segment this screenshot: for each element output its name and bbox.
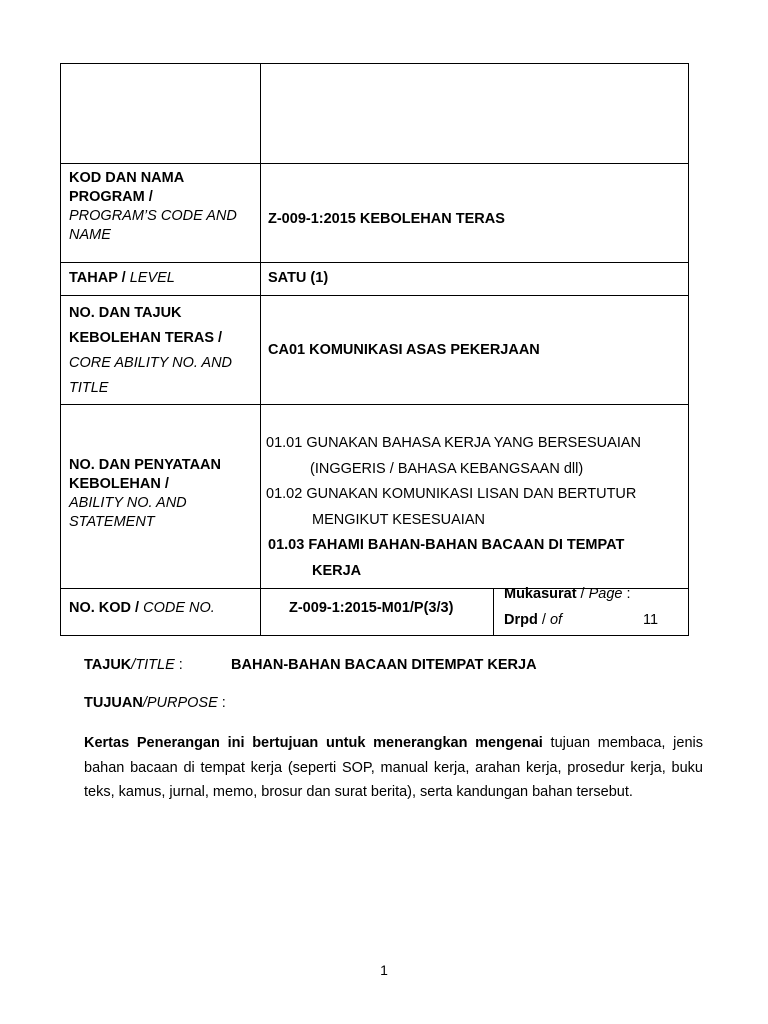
code-value: Z-009-1:2015-M01/P(3/3) (289, 600, 454, 616)
of-label-bold: Drpd (504, 612, 538, 628)
program-label-en-line: PROGRAM’S CODE AND (69, 208, 237, 224)
ability-label-en-line: ABILITY NO. AND (69, 495, 187, 511)
row-divider (61, 295, 689, 296)
program-label-line: KOD DAN NAMA (69, 170, 185, 186)
row-divider (61, 404, 689, 405)
ability-label-en-line: STATEMENT (69, 514, 155, 530)
level-label (69, 269, 254, 288)
program-label-en-line: NAME (69, 227, 111, 243)
purpose-colon: : (217, 695, 226, 711)
page-label-line (504, 585, 684, 604)
code-label-en: CODE NO. (143, 600, 215, 616)
row-divider (61, 262, 689, 263)
core-label-en-line: TITLE (69, 380, 109, 396)
of-label-line (504, 611, 684, 630)
page-number: 1 (380, 962, 388, 978)
core-label-line: NO. DAN TAJUK (69, 305, 182, 321)
level-label-en: LEVEL (129, 270, 175, 286)
ability-line: (INGGERIS / BAHASA KEBANGSAAN dll) (310, 460, 584, 477)
page-label-sep: / (576, 586, 589, 602)
title-value: BAHAN-BAHAN BACAAN DITEMPAT KERJA (231, 657, 537, 673)
title-label (84, 655, 183, 675)
ability-label-line: KEBOLEHAN / (69, 476, 169, 492)
purpose-intro-text: tujuan membaca, jenis bahan bacaan di tempat kerja (seperti SOP, manual kerja, arahan kerja, prosedur kerja, buku teks, kamus, jurnal, memo, brosur dan surat berita), serta kandungan bahan tersebut. (84, 735, 703, 800)
ability-label (69, 456, 254, 532)
purpose-label (84, 693, 226, 713)
code-label (69, 599, 254, 618)
program-label-line: PROGRAM / (69, 189, 153, 205)
core-ability-label (69, 301, 254, 401)
header-table (60, 63, 689, 636)
title-label-bold: TAJUK (84, 657, 132, 673)
total-pages-value: 11 (643, 612, 659, 628)
page-label-en: Page (588, 586, 623, 602)
level-value: SATU (1) (268, 270, 329, 286)
level-label-bold: TAHAP / (69, 270, 126, 286)
ability-line: MENGIKUT KESESUAIAN (312, 511, 485, 528)
ability-label-line: NO. DAN PENYATAAN (69, 457, 221, 473)
core-label-en-line: CORE ABILITY NO. AND (69, 355, 233, 371)
ability-statements (266, 431, 686, 584)
row-divider (61, 163, 689, 164)
core-ability-value: CA01 KOMUNIKASI ASAS PEKERJAAN (268, 342, 540, 358)
title-colon: : (174, 657, 183, 673)
page-of-cell (504, 585, 684, 630)
ability-line: 01.03 FAHAMI BAHAN-BAHAN BACAAN DI TEMPAT (268, 537, 625, 553)
of-label-en: of (549, 612, 563, 628)
ability-line: KERJA (312, 562, 362, 579)
core-label-line: KEBOLEHAN TERAS / (69, 330, 223, 346)
page-label-bold: Mukasurat (504, 586, 577, 602)
column-divider (260, 64, 261, 636)
code-label-bold: NO. KOD / (69, 600, 140, 616)
page-cell-divider (493, 589, 494, 636)
of-label-sep: / (537, 612, 550, 628)
ability-line: 01.01 GUNAKAN BAHASA KERJA YANG BERSESUAIAN (266, 435, 641, 451)
title-label-en: /TITLE (131, 657, 175, 673)
purpose-label-en: /PURPOSE (142, 695, 218, 711)
purpose-paragraph (84, 731, 703, 805)
page-label-colon: : (622, 586, 631, 602)
purpose-intro-bold: Kertas Penerangan ini bertujuan untuk menerangkan mengenai (84, 735, 543, 751)
purpose-label-bold: TUJUAN (84, 695, 143, 711)
ability-line: 01.02 GUNAKAN KOMUNIKASI LISAN DAN BERTUTUR (266, 486, 637, 502)
program-value: Z-009-1:2015 KEBOLEHAN TERAS (268, 211, 505, 227)
program-label (69, 169, 254, 245)
